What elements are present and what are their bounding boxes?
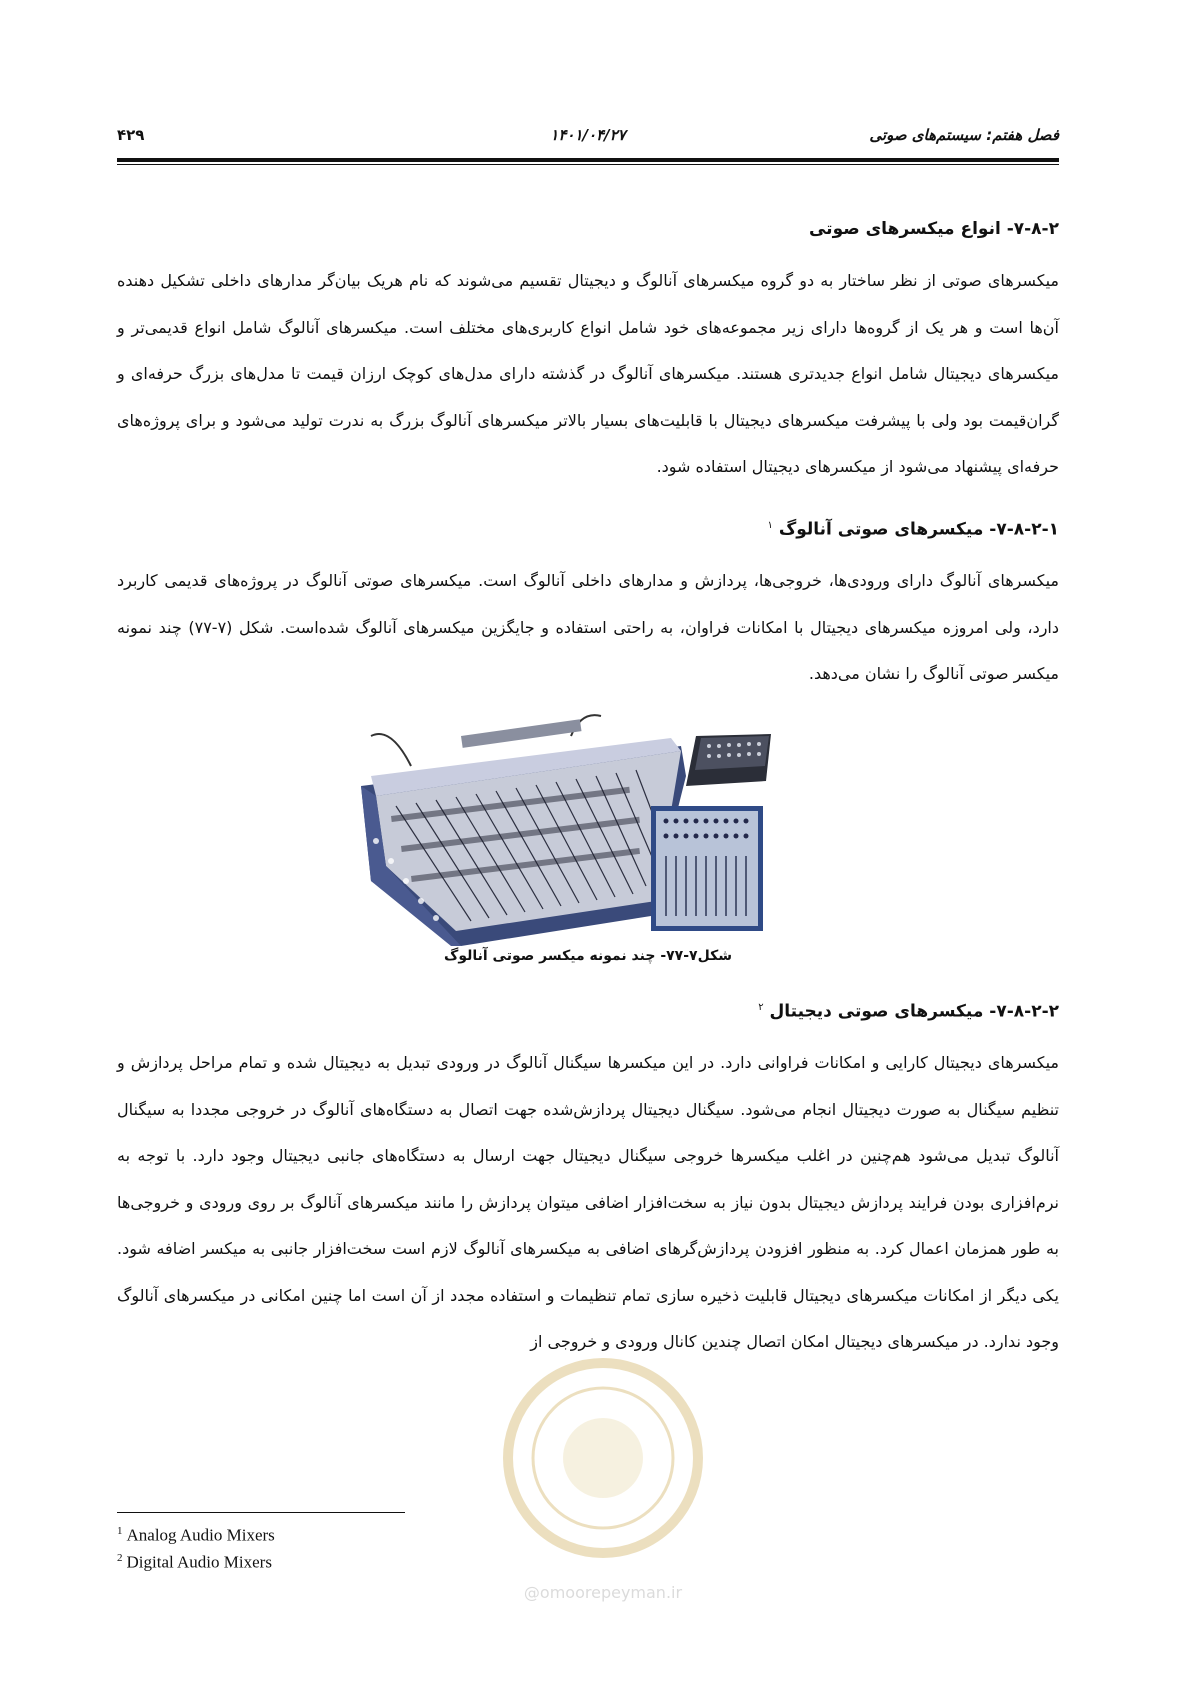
subsection-heading-digital [117,991,1059,1029]
chapter-title: فصل هفتم: سیستم‌های صوتی [869,126,1059,144]
large-console-image [361,715,686,946]
main-content [117,212,1059,1366]
section-heading-text: ۷-۸-۲- انواع میکسرهای صوتی [808,219,1059,239]
header-date: ۱۴۰۱/۰۴/۲۷ [550,126,626,144]
watermark-logo [488,1348,718,1608]
spacer [117,491,1059,509]
footnote-text: Analog Audio Mixers [126,1525,275,1545]
compact-mixer-image [651,806,763,931]
footnotes [117,1520,275,1573]
header-rule-thick [117,158,1059,162]
subsection-heading-text: ۷-۸-۲-۲- میکسرهای صوتی دیجیتال [769,1001,1059,1022]
subsection-heading-analog [117,509,1059,547]
subsection-heading-text: ۷-۸-۲-۱- میکسرهای صوتی آنالوگ [778,519,1059,540]
section-paragraph: میکسرهای صوتی از نظر ساختار به دو گروه میکسرهای آنالوگ و دیجیتال تقسیم می‌شوند که نام هریک بیان‌گر مدارهای داخلی تشکیل دهنده آن‌ها است و هر یک از گروه‌ها دارای زیر مجموعه‌های خود شامل انواع کاربری‌های مختلف است. میکسرهای آنالوگ شامل انواع قدیمی‌تر و میکسرهای دیجیتال شامل انواع جدیدتری هستند. میکسرهای آنالوگ در گذشته دارای مدل‌های کوچک ارزان قیمت تا مدل‌های بزرگ حرفه‌ای و گران‌قیمت بود ولی با پیشرفت میکسرهای دیجیتال با قابلیت‌های بسیار بالاتر میکسرهای آنالوگ بزرگ به ندرت تولید می‌شود و برای پروژه‌های حرفه‌ای پیشنهاد می‌شود از میکسرهای دیجیتال استفاده شود. [117,271,1059,476]
footnote-rule [117,1512,405,1513]
footnote-number: 1 [117,1525,123,1537]
figure-77 [117,706,1059,991]
mixers-image [351,706,811,946]
footnote-mark: ۲ [758,1001,764,1013]
page-header [117,124,1059,154]
header-rule-thin [117,164,1059,165]
digital-paragraph: میکسرهای دیجیتال کارایی و امکانات فراوانی دارد. در این میکسرها سیگنال آنالوگ در ورودی تبدیل به دیجیتال شده و تمام مراحل پردازش و تنظیم سیگنال به صورت دیجیتال انجام می‌شود. سیگنال دیجیتال پردازش‌شده جهت اتصال به دستگاه‌های آنالوگ در خروجی مجددا به سیگنال آنالوگ تبدیل می‌شود هم‌چنین در اغلب میکسرها خروجی سیگنال دیجیتال جهت ارسال به دستگاه‌های جانبی دیجیتال وجود دارد. با توجه به نرم‌افزاری بودن فرایند پردازش دیجیتال بدون نیاز به سخت‌افزار اضافی میتوان پردازش را مانند میکسرهای آنالوگ بر روی ورودی و خروجی‌ها به طور همزمان اعمال کرد. به منظور افزودن پردازش‌گرهای اضافی به میکسرهای آنالوگ لازم است سخت‌افزار جانبی به میکسر اضافه شود. یکی دیگر از امکانات میکسرهای دیجیتال قابلیت ذخیره سازی تمام تنظیمات و استفاده مجدد از آن است اما چنین امکانی در میکسرهای آنالوگ وجود ندارد. در میکسرهای دیجیتال امکان اتصال چندین کانال ورودی و خروجی از [117,1053,1059,1352]
small-mixer-image [686,734,771,786]
footnote-number: 2 [117,1551,123,1564]
figure-caption: شکل۷-۷۷- چند نمونه میکسر صوتی آنالوگ [444,947,732,964]
page-number: ۴۲۹ [117,126,145,144]
watermark-text: @omoorepeyman.ir [523,1583,683,1602]
footnote-text: Digital Audio Mixers [126,1552,272,1572]
footnote-mark: ۱ [767,519,773,531]
footnote-item [117,1520,275,1547]
section-heading [117,212,1059,246]
analog-paragraph: میکسرهای آنالوگ دارای ورودی‌ها، خروجی‌ها، پردازش و مدارهای داخلی آنالوگ است. میکسرهای صوتی آنالوگ در پروژه‌های قدیمی کاربرد دارد، ولی امروزه میکسرهای دیجیتال با امکانات فراوان، به راحتی استفاده و جایگزین میکسرهای آنالوگ شده‌است. شکل (۷-۷۷) چند نمونه میکسر صوتی آنالوگ را نشان می‌دهد. [117,571,1059,684]
footnote-item [117,1547,275,1574]
